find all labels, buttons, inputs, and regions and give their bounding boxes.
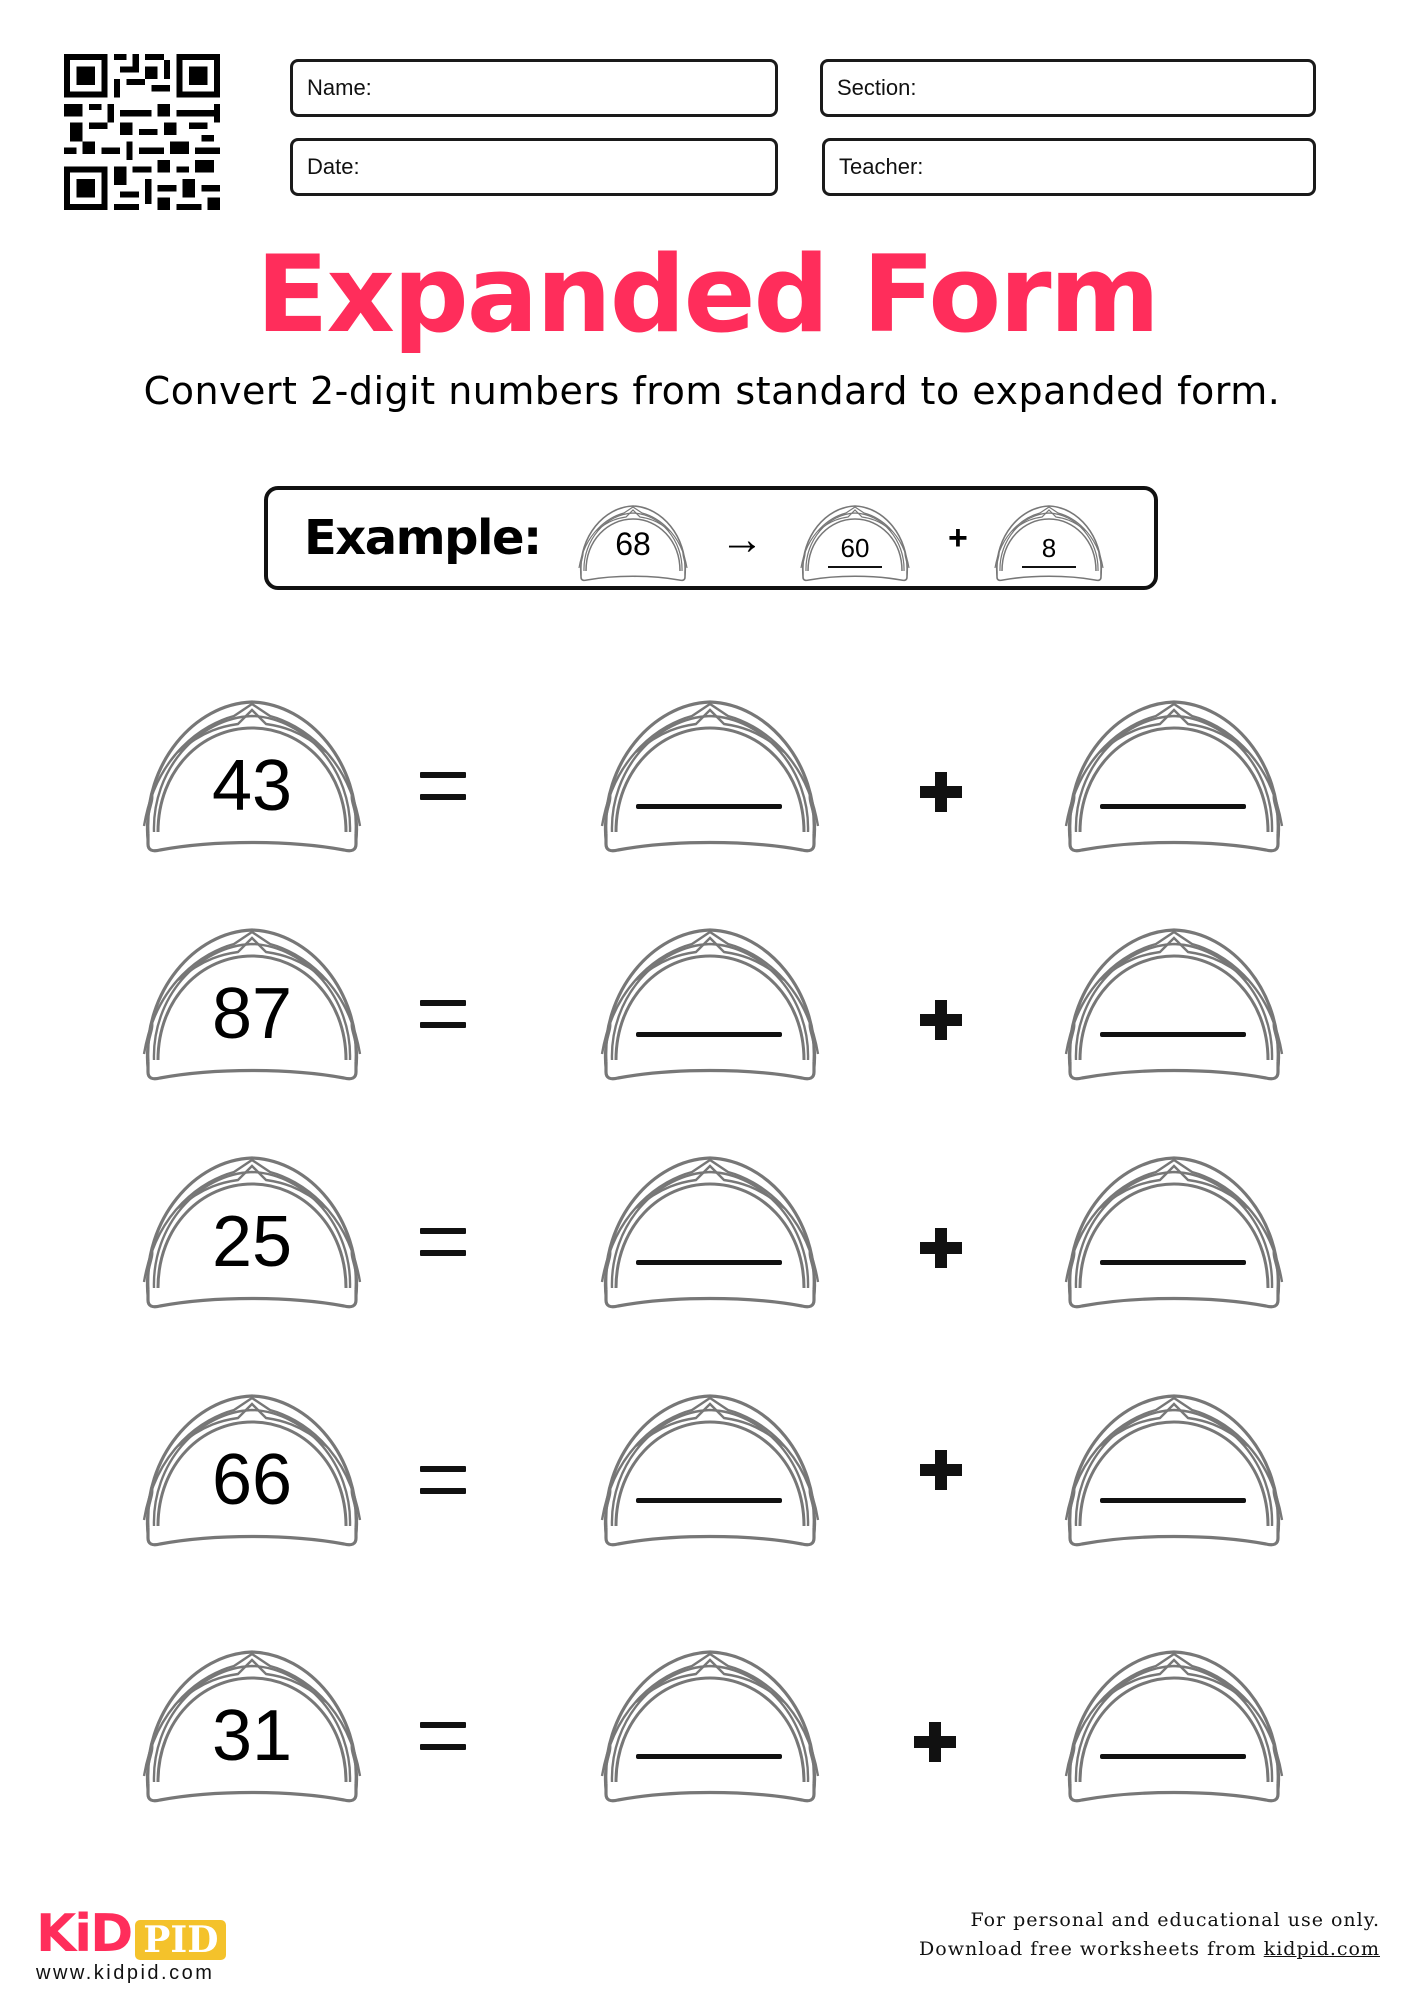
kidpid-link[interactable]: kidpid.com: [1263, 1938, 1380, 1960]
plus-icon: [920, 1450, 962, 1490]
example-label: Example:: [304, 510, 541, 566]
plus-icon: [920, 772, 962, 812]
equals-icon: [420, 1722, 466, 1766]
qr-code: [64, 54, 220, 210]
taco-icon: [592, 922, 828, 1082]
tens-answer-taco[interactable]: [592, 1644, 828, 1804]
problem-number: 31: [211, 1696, 293, 1776]
equals-icon: [420, 1466, 466, 1510]
disclaimer: [919, 1906, 1380, 1964]
problem-number: 25: [211, 1202, 293, 1282]
example-ones: 8: [1041, 533, 1057, 563]
arrow-right-icon: →: [720, 515, 764, 564]
page-title: Expanded Form: [256, 233, 1158, 356]
taco-icon: [592, 1644, 828, 1804]
equals-icon: [420, 772, 466, 816]
instruction-text: Convert 2-digit numbers from standard to expanded form.: [143, 369, 1281, 413]
example-tens: 60: [840, 533, 870, 563]
taco-icon: [592, 1388, 828, 1548]
tens-answer-taco[interactable]: [592, 1388, 828, 1548]
teacher-label: Teacher:: [839, 154, 924, 179]
disclaimer-prefix: Download free worksheets from: [919, 1938, 1264, 1960]
answer-line[interactable]: [636, 1032, 782, 1037]
section-label: Section:: [837, 75, 917, 100]
equals-icon: [420, 1000, 466, 1044]
taco-icon: [1056, 922, 1292, 1082]
answer-line[interactable]: [1100, 804, 1246, 809]
taco-number: [134, 922, 370, 1082]
answer-line[interactable]: [636, 1754, 782, 1759]
problem-number: 87: [211, 974, 293, 1054]
teacher-field[interactable]: [822, 138, 1316, 196]
ones-answer-taco[interactable]: [1056, 694, 1292, 854]
equals-icon: [420, 1228, 466, 1272]
name-label: Name:: [307, 75, 372, 100]
problem-number: 43: [211, 746, 293, 826]
problem-row: [0, 1388, 1414, 1548]
taco-number: [134, 694, 370, 854]
taco-icon: [1056, 1150, 1292, 1310]
ones-answer-taco[interactable]: [1056, 1644, 1292, 1804]
section-field[interactable]: [820, 59, 1316, 117]
tens-answer-taco[interactable]: [592, 694, 828, 854]
answer-line[interactable]: [636, 804, 782, 809]
taco-icon: [592, 1150, 828, 1310]
ones-answer-taco[interactable]: [1056, 922, 1292, 1082]
ones-answer-taco[interactable]: [1056, 1150, 1292, 1310]
problem-number: 66: [211, 1440, 293, 1520]
plus-icon: [920, 1000, 962, 1040]
example-taco-tens: [796, 500, 914, 584]
tens-answer-taco[interactable]: [592, 1150, 828, 1310]
taco-icon: [1056, 1644, 1292, 1804]
plus-icon: [920, 1228, 962, 1268]
disclaimer-line-2: [919, 1935, 1380, 1964]
answer-line: [828, 566, 882, 568]
plus-icon: [914, 1722, 956, 1762]
example-taco-ones: [990, 500, 1108, 584]
problem-row: [0, 1644, 1414, 1804]
plus-icon: +: [948, 519, 968, 557]
taco-number: [134, 1388, 370, 1548]
disclaimer-line-1: For personal and educational use only.: [970, 1909, 1380, 1931]
taco-number: [134, 1150, 370, 1310]
example-box: [264, 486, 1158, 590]
taco-icon: [1056, 694, 1292, 854]
logo-pid-text: PID: [135, 1920, 226, 1960]
kidpid-logo[interactable]: [36, 1904, 226, 1964]
name-field[interactable]: [290, 59, 778, 117]
answer-line[interactable]: [1100, 1754, 1246, 1759]
problem-row: [0, 694, 1414, 854]
taco-number: [134, 1644, 370, 1804]
problem-row: [0, 1150, 1414, 1310]
taco-icon: [1056, 1388, 1292, 1548]
website-url[interactable]: www.kidpid.com: [36, 1962, 215, 1984]
answer-line[interactable]: [1100, 1032, 1246, 1037]
answer-line[interactable]: [636, 1260, 782, 1265]
ones-answer-taco[interactable]: [1056, 1388, 1292, 1548]
taco-icon: [592, 694, 828, 854]
answer-line[interactable]: [1100, 1498, 1246, 1503]
logo-kid-text: KiD: [36, 1904, 132, 1964]
example-number: 68: [615, 526, 651, 562]
date-field[interactable]: [290, 138, 778, 196]
answer-line[interactable]: [636, 1498, 782, 1503]
answer-line: [1022, 566, 1076, 568]
tens-answer-taco[interactable]: [592, 922, 828, 1082]
problem-row: [0, 922, 1414, 1082]
answer-line[interactable]: [1100, 1260, 1246, 1265]
example-taco-number: [574, 500, 692, 584]
date-label: Date:: [307, 154, 360, 179]
